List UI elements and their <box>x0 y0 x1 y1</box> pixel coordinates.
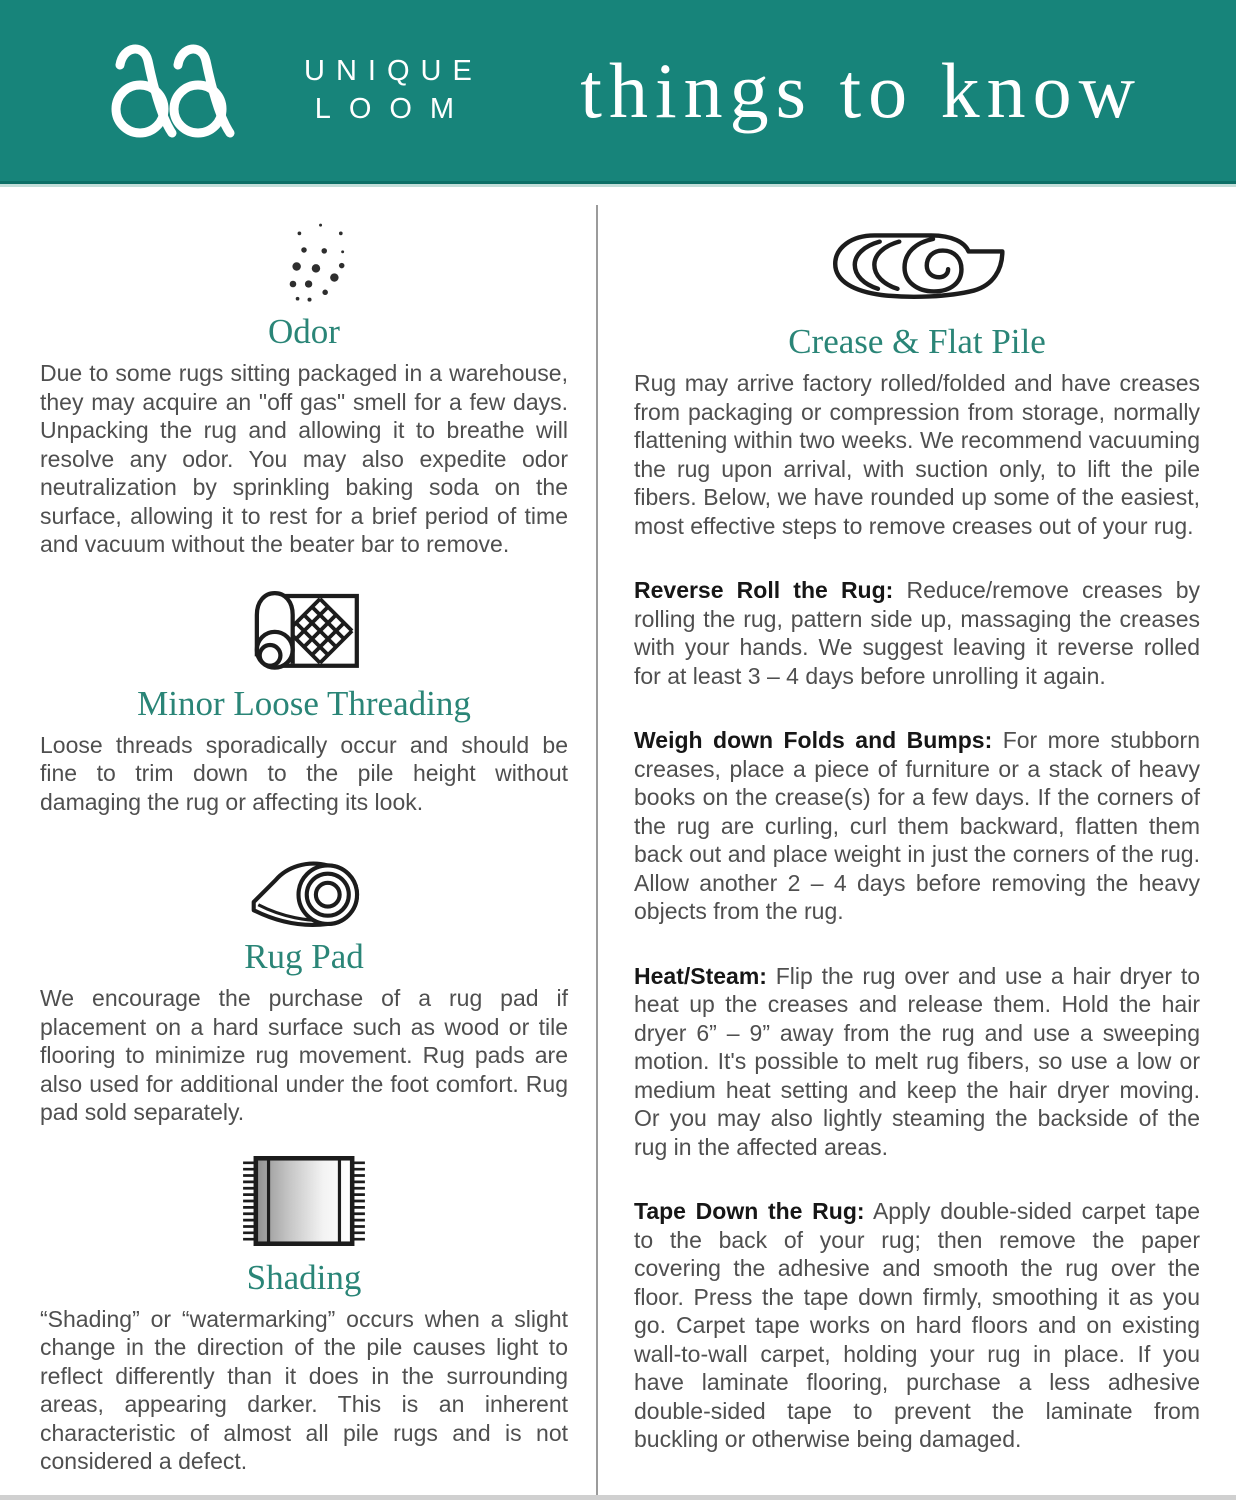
step-reverse-roll-text: Reduce/remove creases by rolling the rug, pattern side up, massaging the creases with your hands. We suggest leaving it reverse rolled for at least 3 – 4 days before unrolling it again. <box>634 577 1201 689</box>
unique-loom-dd-logo-icon <box>108 39 286 143</box>
rolled-rug-crosshatch-icon <box>238 577 370 681</box>
odor-heading: Odor <box>268 312 340 351</box>
step-heat-steam-label: Heat/Steam: <box>634 962 767 989</box>
rug-pad-roll-icon <box>234 838 374 934</box>
minor-loose-threading-heading: Minor Loose Threading <box>137 683 471 723</box>
shading-heading: Shading <box>246 1257 362 1297</box>
odor-body: Due to some rugs sitting packaged in a warehouse, they may acquire an "off gas" smell for a few days. Unpacking the rug and allowing it to breathe will resolve any odor. You may also expedite odor neutralization by sprinkling baking soda on the surface, allowing it to rest for a brief period of time and vacuum without the beater bar to remove. <box>40 360 568 557</box>
unique-loom-logo <box>108 39 483 143</box>
minor-loose-threading-body: Loose threads sporadically occur and should be fine to trim down to the pile height without damaging the rug or affecting its look. <box>40 731 568 815</box>
step-tape-down-text: Apply double-sided carpet tape to the back of your rug; then remove the paper covering the adhesive and smooth the rug over the floor. Press the tape down firmly, smoothing it as you go. Carpet tape works on hard floors and on existing wall-to-wall carpet, holding your rug in place. If you have laminate flooring, purchase a less adhesive double-sided tape to prevent the laminate from buckling or otherwise being damaged. <box>634 1198 1200 1452</box>
odor-dots-icon <box>257 215 351 307</box>
crease-intro: Rug may arrive factory rolled/folded and have creases from packaging or compression from storage, normally flattening within two weeks. We recommend vacuuming the rug upon arrival, with suction only, to lift the pile fibers. Below, we have rounded up some of the easiest, most effective steps to remove creases out of your rug. <box>634 370 1200 539</box>
brand-name <box>304 53 483 128</box>
shading-body: “Shading” or “watermarking” occurs when a slight change in the direction of the pile causes light to reflect differently than it does in the surrounding areas, appearing darker. This is an inherent characteristic of almost all pile rugs and is not considered a defect. <box>40 1305 568 1474</box>
step-heat-steam <box>634 962 1200 1162</box>
column-divider <box>596 205 598 1498</box>
step-heat-steam-text: Flip the rug over and use a hair dryer to heat up the creases and release them. Hold the hair dryer 6” – 9” away from the rug and use a sweeping motion. It's possible to melt rug fibers, so use a low or medium heat setting and keep the hair dryer moving. Or you may also lightly steaming the backside of the rug in the affected areas. <box>634 962 1201 1160</box>
step-weigh-down-label: Weigh down Folds and Bumps: <box>634 727 993 753</box>
section-odor <box>40 215 568 559</box>
page-title: things to know <box>580 46 1142 134</box>
step-tape-down <box>634 1197 1200 1454</box>
shaded-rug-fringe-icon <box>229 1151 379 1251</box>
step-reverse-roll <box>634 576 1200 690</box>
header-banner <box>0 0 1236 184</box>
rug-pad-body: We encourage the purchase of a rug pad if placement on a hard surface such as wood or tile flooring to minimize rug movement. Rug pads are also used for additional under the foot comfort. Rug pad sold separately. <box>40 985 568 1125</box>
bottom-edge-strip <box>0 1495 1236 1500</box>
right-column <box>634 201 1200 1476</box>
section-rug-pad <box>40 838 568 1127</box>
section-minor-loose-threading <box>40 577 568 817</box>
step-weigh-down <box>634 726 1200 926</box>
crease-flat-pile-heading: Crease & Flat Pile <box>788 322 1046 361</box>
brand-line-loom: LOOM <box>314 92 473 125</box>
rug-pad-heading: Rug Pad <box>244 937 364 976</box>
section-shading <box>40 1151 568 1476</box>
step-weigh-down-text: For more stubborn creases, place a piece of furniture or a stack of heavy books on the crease(s) for a few days. If the corners of the rug are curling, curl them backward, flatten them back out and place weight in just the corners of the rug. Allow another 2 – 4 days before removing the heavy objects from the rug. <box>634 727 1200 924</box>
brand-line-unique: UNIQUE <box>304 54 483 87</box>
content-columns <box>0 187 1236 1476</box>
rolled-rug-side-icon <box>818 223 1016 303</box>
left-column <box>40 201 568 1476</box>
step-reverse-roll-label: Reverse Roll the Rug: <box>634 577 894 603</box>
step-tape-down-label: Tape Down the Rug: <box>634 1198 865 1224</box>
